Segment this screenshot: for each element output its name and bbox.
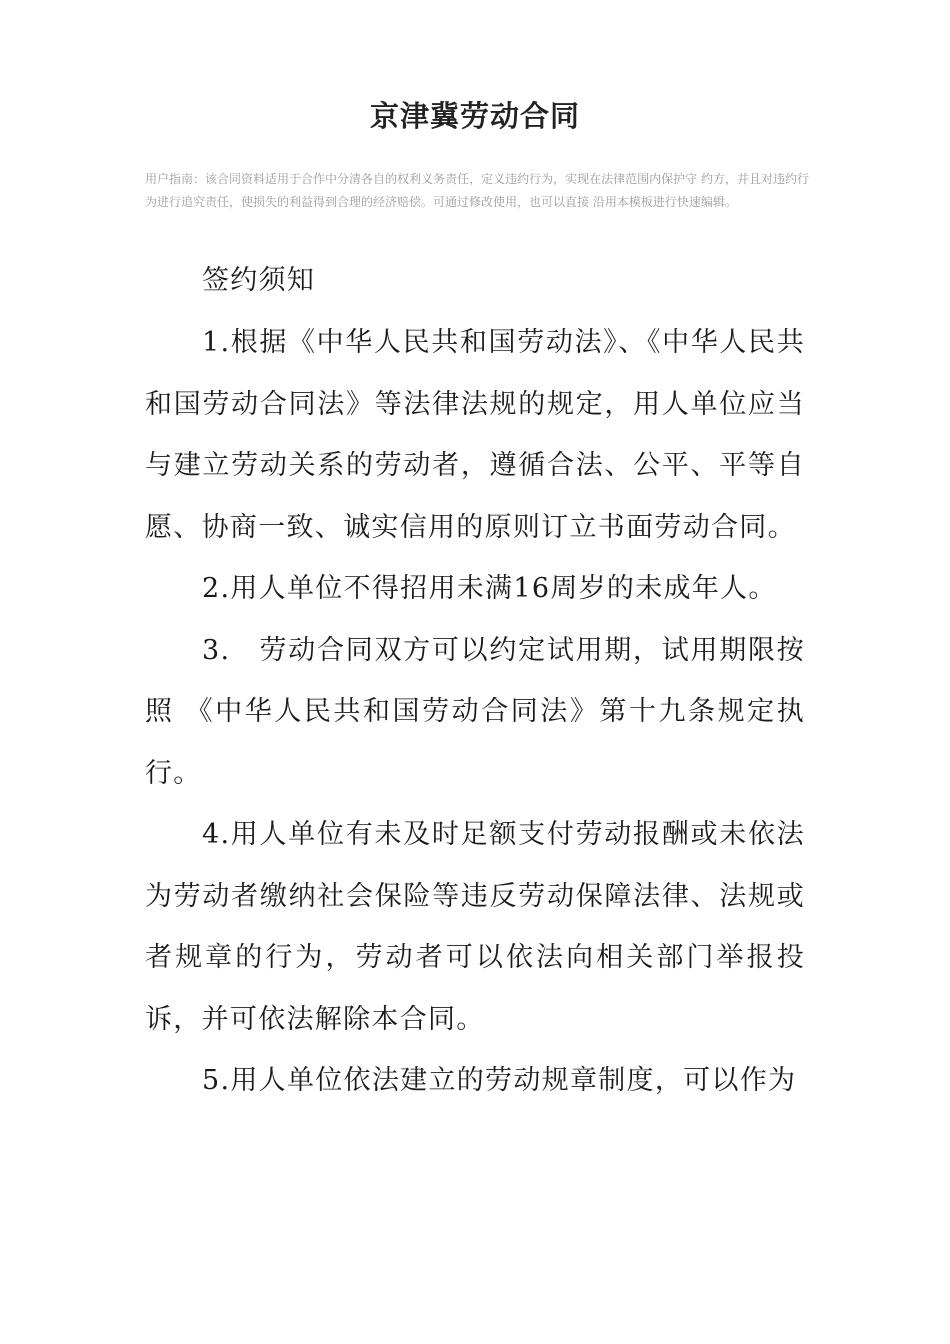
section-heading: 签约须知 [202,265,316,296]
paragraph-1: 1.根据《中华人民共和国劳动法》、《中华人民共和国劳动合同法》等法律法规的规定，用人单位应当与建立劳动关系的劳动者，遵循合法、公平、平等自愿、协商一致、诚实信用的原则订立书面劳动合同。 [145,327,805,543]
paragraph-4: 4.用人单位有未及时足额支付劳动报酬或未依法为劳动者缴纳社会保险等违反劳动保障法律、法规或者规章的行为，劳动者可以依法向相关部门举报投诉，并可依法解除本合同。 [145,819,805,1035]
user-guide-note: 用户指南：该合同资料适用于合作中分清各自的权利义务责任，定义违约行为，实现在法律范围内保护守 约方，并且对违约行为进行追究责任，使损失的利益得到合理的经济赔偿。可通过修改使用，也可以直接 沿用本模板进行快速编辑。 [145,172,809,209]
paragraph-2: 2.用人单位不得招用未满16周岁的未成年人。 [202,573,777,604]
contract-body [145,312,805,1112]
document-title: 京津冀劳动合同 [369,99,580,133]
paragraph-5: 5.用人单位依法建立的劳动规章制度，可以作为 [202,1065,797,1096]
paragraph-3: 3. 劳动合同双方可以约定试用期，试用期限按照 《中华人民共和国劳动合同法》第十九条规定执行。 [145,634,805,789]
